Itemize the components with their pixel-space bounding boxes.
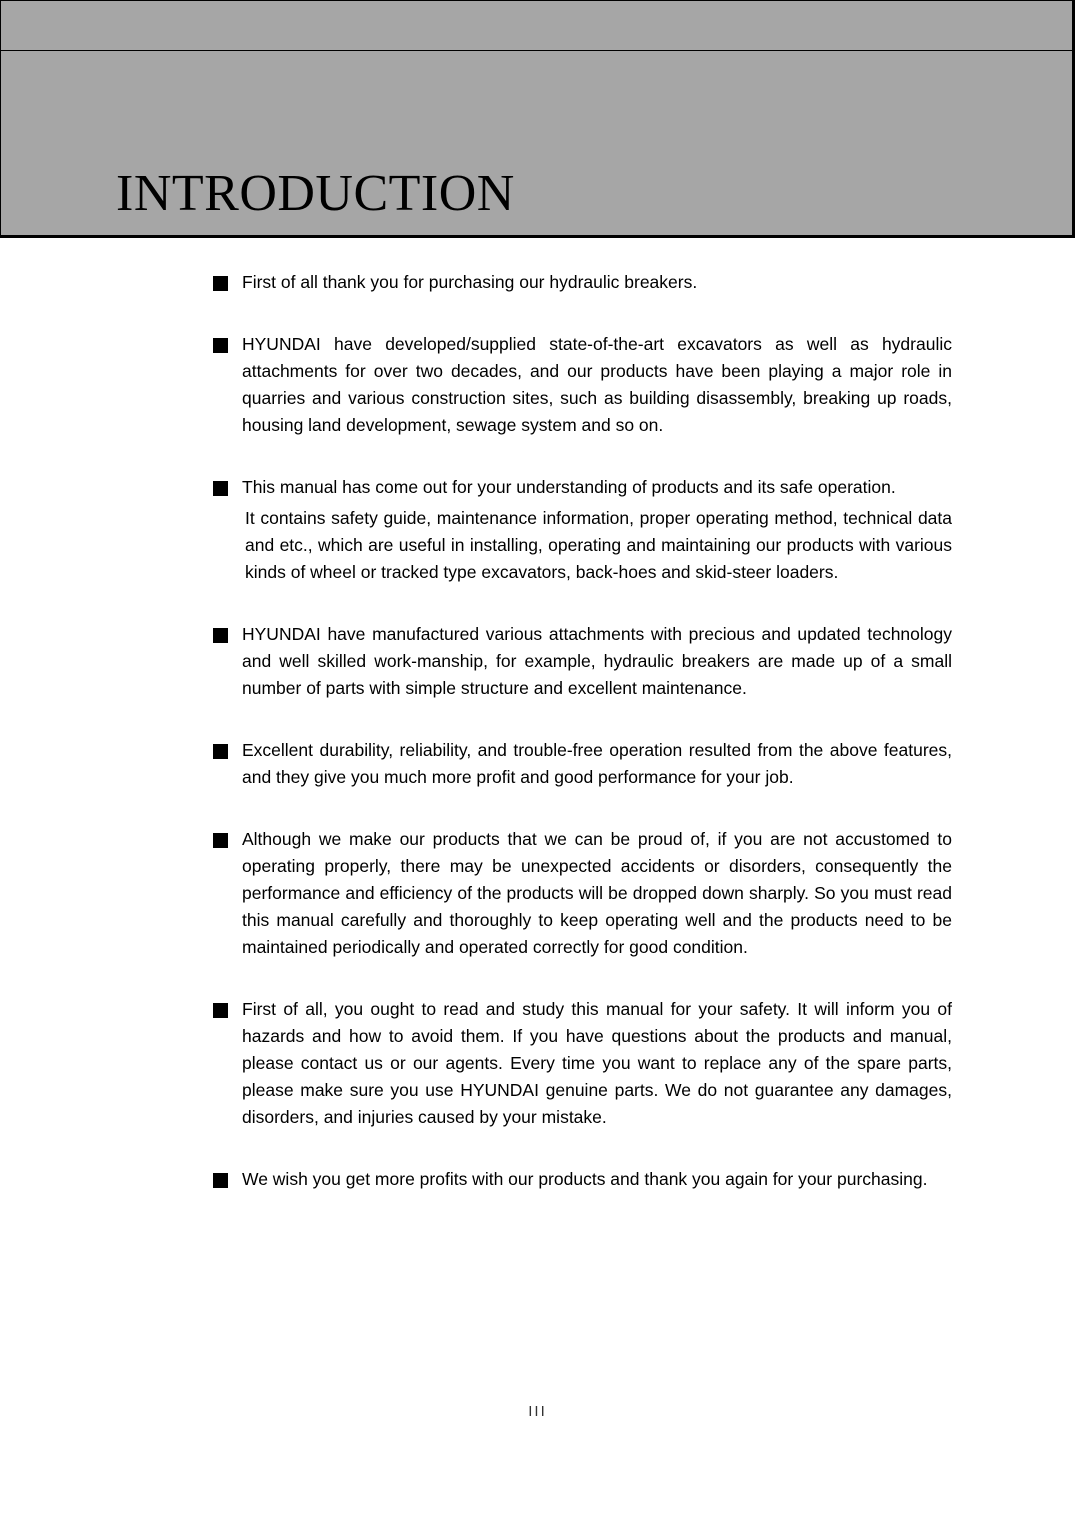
square-bullet-icon [213, 1003, 228, 1018]
introduction-content [212, 269, 952, 1228]
list-item-text: HYUNDAI have developed/supplied state-of-the-art excavators as well as hydraulic attachments for over two decades, and our products have been playing a major role in quarries and various construction sites, such as building disassembly, breaking up roads, housing land development, sewage system and so on. [242, 334, 952, 435]
list-item [212, 826, 952, 961]
list-item [212, 474, 952, 586]
square-bullet-icon [213, 276, 228, 291]
square-bullet-icon [213, 338, 228, 353]
square-bullet-icon [213, 1173, 228, 1188]
page-number: III [528, 1403, 547, 1420]
header-divider [1, 50, 1072, 51]
list-item-text: We wish you get more profits with our products and thank you again for your purchasing. [242, 1169, 928, 1189]
list-item-text: This manual has come out for your understanding of products and its safe operation. [242, 477, 896, 497]
list-item [212, 269, 952, 296]
list-item [212, 737, 952, 791]
list-item-continuation: It contains safety guide, maintenance information, proper operating method, technical data and etc., which are useful in installing, operating and maintaining our products with various kinds of wheel or tracked type excavators, back-hoes and skid-steer loaders. [245, 508, 952, 582]
list-item [212, 1166, 952, 1193]
list-item-text: Excellent durability, reliability, and trouble-free operation resulted from the above features, and they give you much more profit and good performance for your job. [242, 740, 952, 787]
square-bullet-icon [213, 744, 228, 759]
list-item-text: First of all, you ought to read and study this manual for your safety. It will inform you of hazards and how to avoid them. If you have questions about the products and manual, please contact us or our agents. Every time you want to replace any of the spare parts, please make sure you use HYUNDAI genuine parts. We do not guarantee any damages, disorders, and injuries caused by your mistake. [242, 999, 952, 1127]
list-item [212, 996, 952, 1131]
square-bullet-icon [213, 628, 228, 643]
square-bullet-icon [213, 481, 228, 496]
square-bullet-icon [213, 833, 228, 848]
page-title: INTRODUCTION [116, 165, 515, 222]
list-item [212, 621, 952, 702]
list-item [212, 331, 952, 439]
list-item-text: Although we make our products that we can be proud of, if you are not accustomed to operating properly, there may be unexpected accidents or disorders, consequently the performance and efficiency of the products will be dropped down sharply. So you must read this manual carefully and thoroughly to keep operating well and the products need to be maintained periodically and operated correctly for good condition. [242, 829, 952, 957]
list-item-text: HYUNDAI have manufactured various attachments with precious and updated technology and well skilled work-manship, for example, hydraulic breakers are made up of a small number of parts with simple structure and excellent maintenance. [242, 624, 952, 698]
list-item-text: First of all thank you for purchasing our hydraulic breakers. [242, 272, 698, 292]
